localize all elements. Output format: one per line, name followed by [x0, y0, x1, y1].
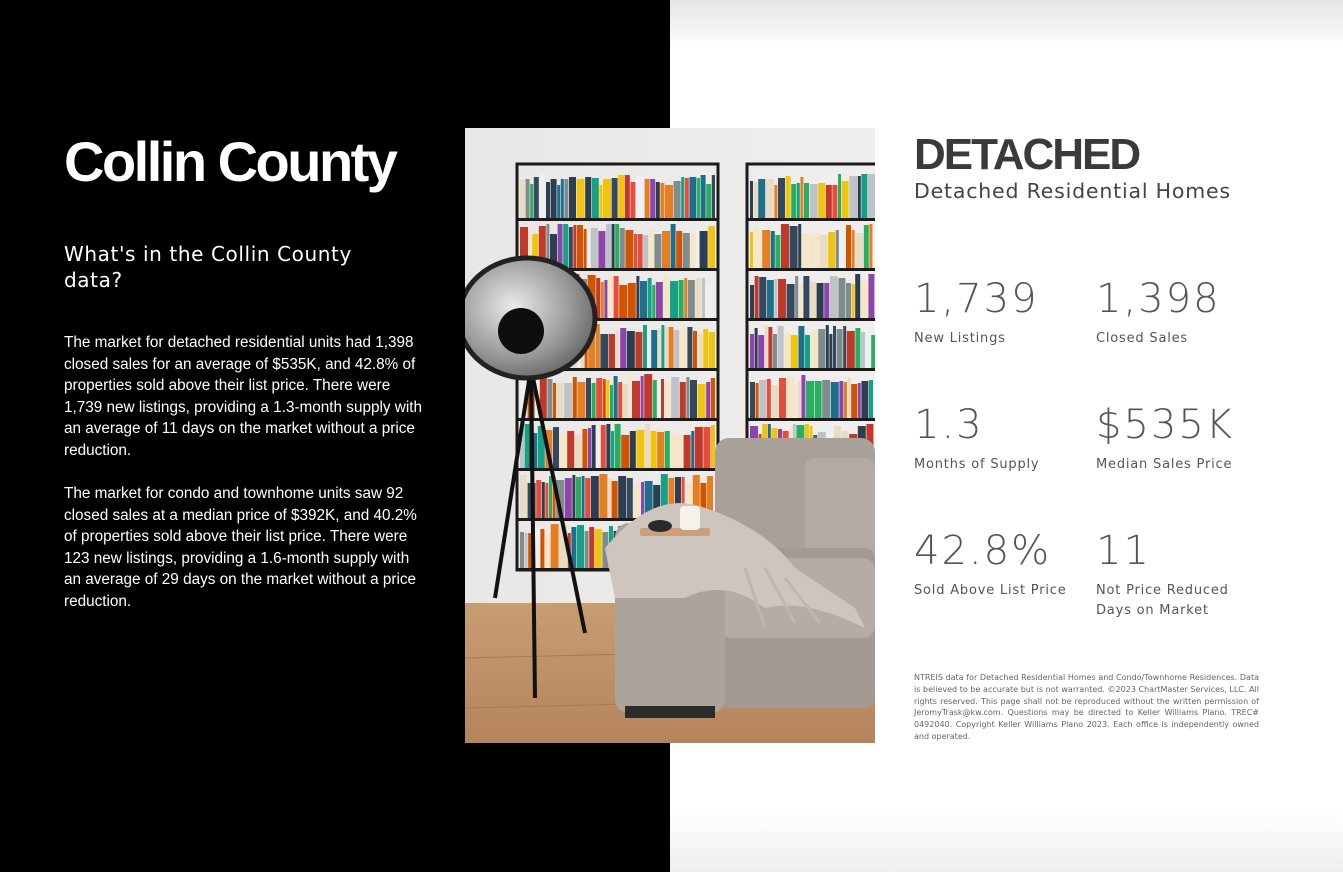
condo-summary: The market for condo and townhome units saw 92 closed sales at a median price of $392K, and 40.2% of properties sold above their list price. There were 123 new listings, providing a 1.6-month supply with an average of 29 days on the market without a price reduction.: [64, 485, 417, 610]
stat-closed-sales: [1096, 277, 1221, 349]
stat-value: 11: [1096, 528, 1151, 574]
category-heading: DETACHED: [914, 130, 1140, 179]
stat-value: 1,739: [914, 276, 1039, 322]
stat-months-of-supply: [914, 403, 1039, 475]
stat-label: Median Sales Price: [1096, 457, 1233, 472]
stat-median-sales-price: [1096, 403, 1234, 475]
disclaimer: NTREIS data for Detached Residential Homes and Condo/Townhome Residences. Data is believed to be accurate but is not warranted. ©2023 ChartMaster Services, LLC. All rights reserved. This page shall not be reproduced without the written permission of JeromyTrask@kw.com. Questions may be directed to Keller Williams Plano. TREC# 0492040. Copyright Keller Williams Plano 2023. Each office is independently owned and operated.: [914, 673, 1259, 741]
stat-new-listings: [914, 277, 1039, 349]
county-title: Collin County: [64, 130, 396, 193]
stat-value: $535K: [1096, 402, 1235, 448]
stat-label: Not Price Reduced Days on Market: [1096, 583, 1229, 618]
stat-label: Sold Above List Price: [914, 583, 1067, 598]
stat-label: New Listings: [914, 331, 1006, 346]
stat-value: 1,398: [1096, 276, 1221, 322]
section-question: What's in the Collin County data?: [64, 242, 352, 292]
stat-value: 1.3: [914, 402, 984, 448]
detached-summary: The market for detached residential units had 1,398 closed sales for an average of $535K, and 42.8% of properties sold above their list price. There were 1,739 new listings, providing a 1.3-month supply with an average of 11 days on the market without a price reduction.: [64, 334, 422, 459]
living-room-photo: [465, 128, 875, 743]
stat-sold-above-list: [914, 529, 1067, 601]
stat-label: Closed Sales: [1096, 331, 1188, 346]
category-subtitle: Detached Residential Homes: [914, 179, 1231, 203]
stat-days-on-market: [1096, 529, 1236, 621]
stat-value: 42.8%: [914, 528, 1052, 574]
stat-label: Months of Supply: [914, 457, 1040, 472]
